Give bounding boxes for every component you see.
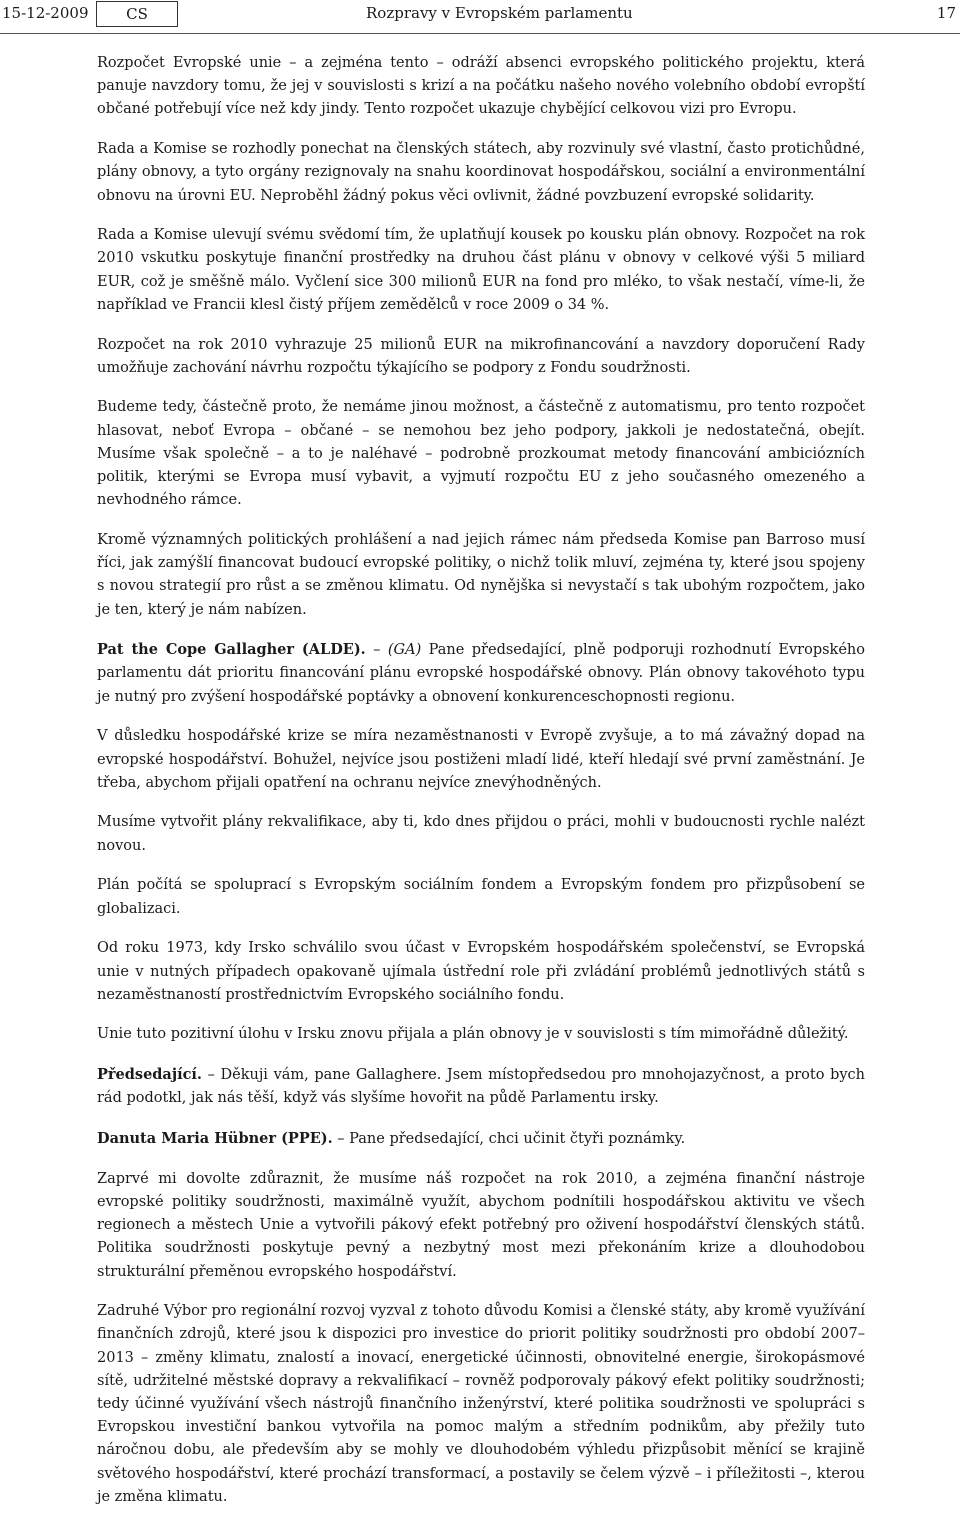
speaker-name: Pat the Cope Gallagher (ALDE). bbox=[97, 641, 366, 659]
paragraph-text: Pane předsedající, chci učinit čtyři poznámky. bbox=[349, 1131, 686, 1148]
speaker-name: Danuta Maria Hübner (PPE). bbox=[97, 1130, 333, 1148]
paragraph-text: Rada a Komise se rozhodly ponechat na členských státech, aby rozvinuly své vlastní, často protichůdné, plány obnovy, a tyto orgány rezignovaly na snahu koordinovat hospodářskou, sociální a environmentální obnovu na úrovni EU. Neproběhl žádný pokus věci ovlivnit, žádné povzbuzení evropské solidarity. bbox=[97, 141, 865, 204]
paragraph bbox=[97, 725, 865, 795]
paragraph-text: Plán počítá se spoluprací s Evropským sociálním fondem a Evropským fondem pro přizpůsobení se globalizaci. bbox=[97, 877, 865, 917]
header-divider bbox=[0, 33, 960, 34]
speaker-paragraph: Danuta Maria Hübner (PPE). – Pane předsedající, chci učinit čtyři poznámky. bbox=[97, 1130, 686, 1148]
paragraph bbox=[97, 1023, 865, 1046]
document-body bbox=[97, 52, 865, 1526]
header-title: Rozpravy v Evropském parlamentu bbox=[366, 4, 633, 22]
paragraph bbox=[97, 396, 865, 512]
paragraph bbox=[97, 1168, 865, 1284]
paragraph bbox=[97, 138, 865, 208]
paragraph bbox=[97, 334, 865, 380]
paragraph-text: Kromě významných politických prohlášení a nad jejich rámec nám předseda Komise pan Barroso musí říci, jak zamýšlí financovat budoucí evropské politiky, o nichž tolik mluví, zejména ty, které jsou spojeny s novou strategií pro růst a se změnou klimatu. Od nynějška si nevystačí s tak ubohým rozpočtem, jako je ten, který je nám nabízen. bbox=[97, 531, 865, 618]
paragraph-text: Pane předsedající, plně podporuji rozhodnutí Evropského parlamentu dát prioritu financování plánu evropské hospodářské obnovy. Plán obnovy takovéhoto typu je nutný pro zvýšení hospodářské poptávky a obnovení konkurenceschopnosti regionu. bbox=[97, 642, 865, 705]
paragraph-text: Rozpočet na rok 2010 vyhrazuje 25 milionů EUR na mikrofinancování a navzdory doporučení Rady umožňuje zachování návrhu rozpočtu týkajícího se podpory z Fondu soudržnosti. bbox=[97, 336, 865, 376]
paragraph-text: Musíme vytvořit plány rekvalifikace, aby ti, kdo dnes přijdou o práci, mohli v budoucnosti rychle nalézt novou. bbox=[97, 814, 865, 854]
paragraph bbox=[97, 224, 865, 317]
paragraph bbox=[97, 811, 865, 857]
speaker-paragraph: Předsedající. – Děkuji vám, pane Gallaghere. Jsem místopředsedou pro mnohojazyčnost, a proto bych rád podotkl, jak nás těší, když vás slyšíme hovořit na půdě Parlamentu irsky. bbox=[97, 1066, 866, 1107]
paragraph bbox=[97, 937, 865, 1007]
page-number: 17 bbox=[936, 4, 956, 22]
paragraph-text: V důsledku hospodářské krize se míra nezaměstnanosti v Evropě zvyšuje, a to má závažný dopad na evropské hospodářství. Bohužel, nejvíce jsou postiženi mladí lidé, kteří hledají své první zaměstnání. Je třeba, abychom přijali opatření na ochranu nejvíce znevýhodněných. bbox=[97, 728, 865, 791]
paragraph-text: Zadruhé Výbor pro regionální rozvoj vyzval z tohoto důvodu Komisi a členské státy, aby kromě využívání finančních zdrojů, které jsou k dispozici pro investice do priorit politiky soudržnosti pro období 2007–2013 – změny klimatu, znalostí a inovací, energetické účinnosti, obnovitelné energie, širokopásmové sítě, udržitelné městské dopravy a rekvalifikací – rovněž podporovaly pákový efekt politiky soudržnosti; tedy účinné využívání všech nástrojů finančního inženýrství, které politika soudržnosti ve spolupráci s Evropskou investiční bankou vytvořila na pomoc malým a středním podnikům, aby přežily tuto náročnou dobu, ale především aby se mohly ve dlouhodobém výhledu přizpůsobit měnící se krajině světového hospodářství, které prochází transformací, a postavily se čelem výzvě – i příležitosti –, kterou je změna klimatu. bbox=[97, 1303, 865, 1505]
paragraph bbox=[97, 52, 865, 122]
paragraph bbox=[97, 1300, 865, 1509]
paragraph-text: Budeme tedy, částečně proto, že nemáme jinou možnost, a částečně z automatismu, pro tento rozpočet hlasovat, neboť Evropa – občané – se nemohou bez jeho podpory, jakkoli je nedostatečná, obejít. Musíme však společně – a to je naléhavé – podrobně prozkoumat metody financování ambiciózních politik, kterými se Evropa musí vybavit, a vyjmutí rozpočtu EU z jeho současného omezeného a nevhodného rámce. bbox=[97, 399, 865, 509]
header-date: 15-12-2009 bbox=[2, 4, 89, 22]
paragraph bbox=[97, 529, 865, 622]
language-code: (GA) bbox=[387, 642, 422, 659]
page-header bbox=[0, 0, 960, 34]
paragraph-text: Rozpočet Evropské unie – a zejména tento – odráží absenci evropského politického projektu, která panuje navzdory tomu, že jej v souvislosti s krizí a na počátku našeho nového volebního období evropští občané potřebují více než kdy jindy. Tento rozpočet ukazuje chybějící celkovou vizi pro Evropu. bbox=[97, 55, 865, 118]
speaker-paragraph: Pat the Cope Gallagher (ALDE). – (GA) Pane předsedající, plně podporuji rozhodnutí Evropského parlamentu dát prioritu financování plánu evropské hospodářské obnovy. Plán obnovy takovéhoto typu je nutný pro zvýšení hospodářské poptávky a obnovení konkurenceschopnosti regionu. bbox=[97, 641, 865, 705]
language-box: CS bbox=[96, 1, 178, 27]
paragraph-text: Děkuji vám, pane Gallaghere. Jsem místopředsedou pro mnohojazyčnost, a proto bych rád podotkl, jak nás těší, když vás slyšíme hovořit na půdě Parlamentu irsky. bbox=[97, 1067, 866, 1107]
paragraph-text: Od roku 1973, kdy Irsko schválilo svou účast v Evropském hospodářském společenství, se Evropská unie v nutných případech opakovaně ujímala ústřední role při zvládání problémů jednotlivých států s nezaměstnaností prostřednictvím Evropského sociálního fondu. bbox=[97, 940, 865, 1003]
paragraph-text: Rada a Komise ulevují svému svědomí tím, že uplatňují kousek po kousku plán obnovy. Rozpočet na rok 2010 vskutku poskytuje finanční prostředky na druhou část plánu v obnovy v celkové výši 5 miliard EUR, což je směšně málo. Vyčlení sice 300 milionů EUR na fond pro mléko, to však nestačí, víme-li, že například ve Francii klesl čistý příjem zemědělců v roce 2009 o 34 %. bbox=[97, 227, 865, 313]
paragraph-text: Zaprvé mi dovolte zdůraznit, že musíme náš rozpočet na rok 2010, a zejména finanční nástroje evropské politiky soudržnosti, maximálně využít, abychom podnítili hospodářskou aktivitu ve všech regionech a městech Unie a vytvořili pákový efekt potřebný pro oživení hospodářství členských států. Politika soudržnosti poskytuje pevný a nezbytný most mezi překonáním krize a dlouhodobou strukturální přeměnou evropského hospodářství. bbox=[97, 1170, 865, 1280]
paragraph bbox=[97, 874, 865, 920]
speaker-name: Předsedající. bbox=[97, 1066, 202, 1084]
paragraph-text: Unie tuto pozitivní úlohu v Irsku znovu přijala a plán obnovy je v souvislosti s tím mimořádně důležitý. bbox=[97, 1026, 849, 1043]
